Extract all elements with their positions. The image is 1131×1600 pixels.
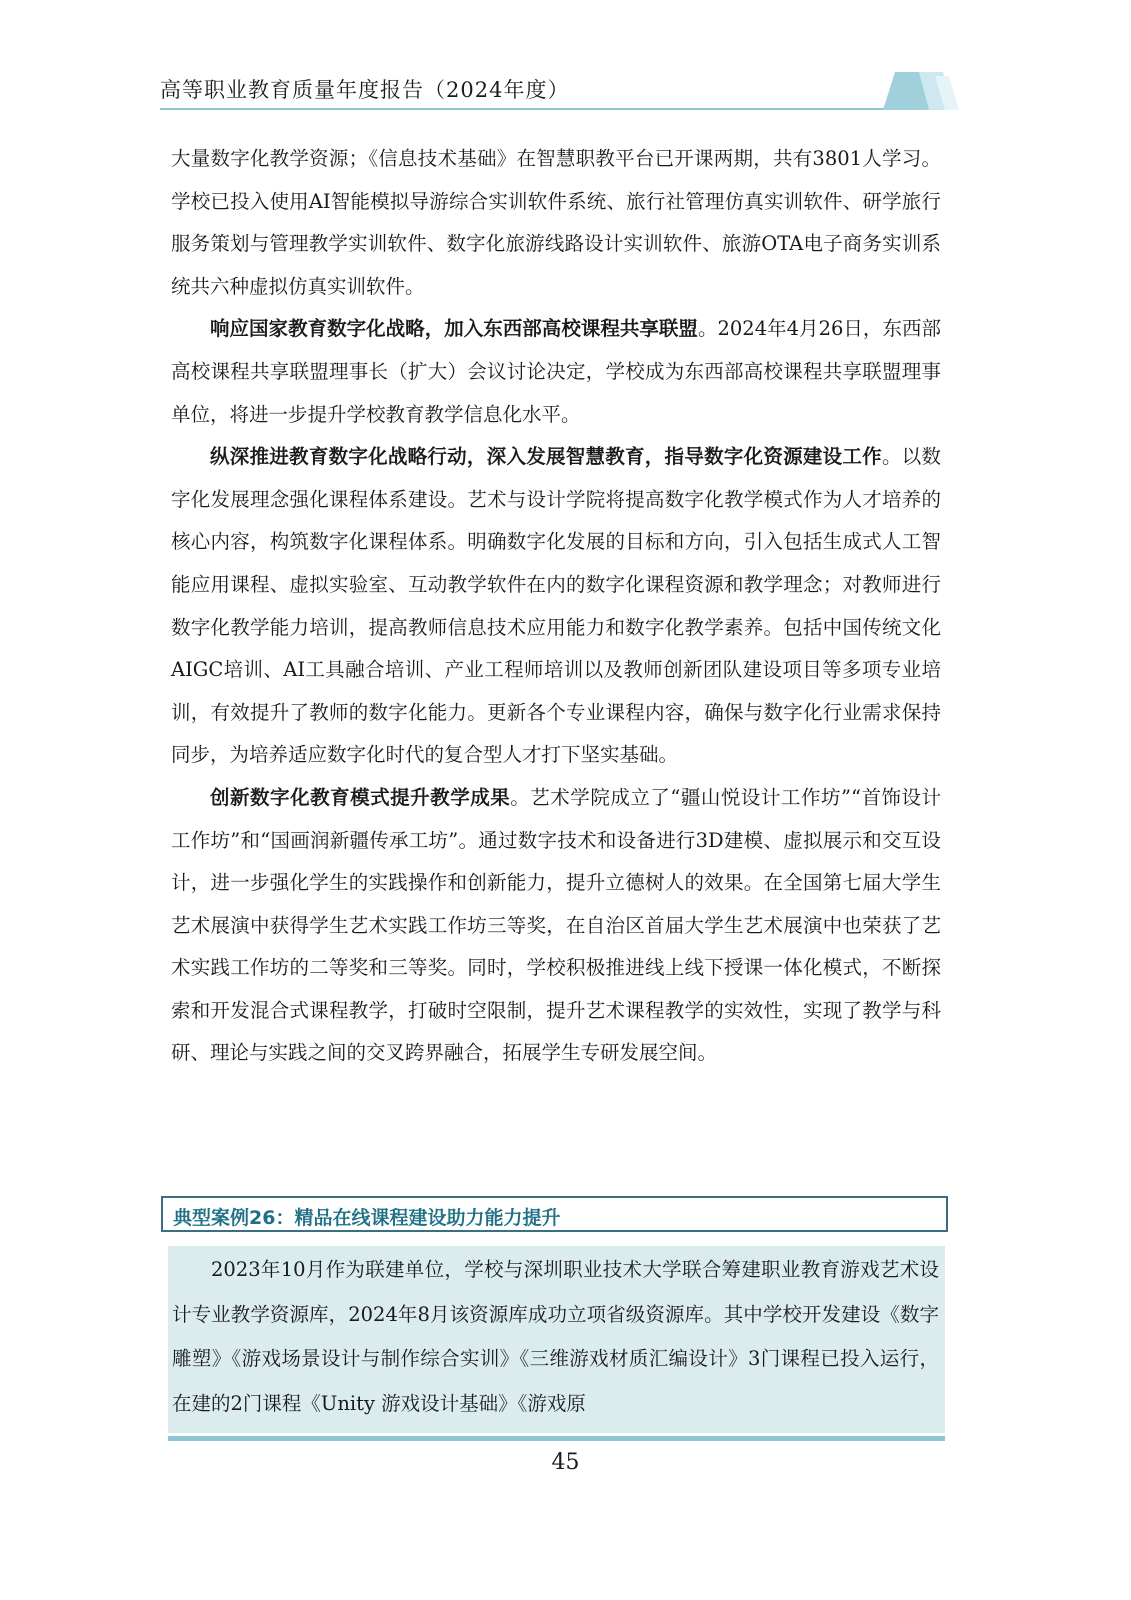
paragraph-4 [171, 777, 941, 1075]
header-rule [160, 108, 905, 110]
case-title: 典型案例26：精品在线课程建设助力能力提升 [173, 1207, 561, 1229]
paragraph-1-text: 大量数字化教学资源；《信息技术基础》在智慧职教平台已开课两期，共有3801人学习。学校已投入使用AI智能模拟导游综合实训软件系统、旅行社管理仿真实训软件、研学旅行服务策划与管理教学实训软件、数字化旅游线路设计实训软件、旅游OTA电子商务实训系统共六种虚拟仿真实训软件。 [171, 147, 941, 298]
footer-rule [168, 1436, 945, 1441]
paragraph-4-text: 。艺术学院成立了“疆山悦设计工作坊”“首饰设计工作坊”和“国画润新疆传承工坊”。通过数字技术和设备进行3D建模、虚拟展示和交互设计，进一步强化学生的实践操作和创新能力，提升立德树人的效果。在全国第七届大学生艺术展演中获得学生艺术实践工作坊三等奖，在自治区首届大学生艺术展演中也荣获了艺术实践工作坊的二等奖和三等奖。同时，学校积极推进线上线下授课一体化模式，不断探索和开发混合式课程教学，打破时空限制，提升艺术课程教学的实效性，实现了教学与科研、理论与实践之间的交叉跨界融合，拓展学生专研发展空间。 [171, 785, 941, 1065]
case-body-text: 2023年10月作为联建单位，学校与深圳职业技术大学联合筹建职业教育游戏艺术设计专业教学资源库，2024年8月该资源库成功立项省级资源库。其中学校开发建设《数字雕塑》《游戏场景设计与制作综合实训》《三维游戏材质汇编设计》3门课程已投入运行，在建的2门课程《Unity 游戏设计基础》《游戏原 [172, 1258, 939, 1415]
header-decoration-icon [883, 70, 970, 112]
page-number: 45 [551, 1450, 580, 1475]
paragraph-2-lead: 响应国家教育数字化战略，加入东西部高校课程共享联盟 [210, 317, 698, 341]
paragraph-3-text: 。以数字化发展理念强化课程体系建设。艺术与设计学院将提高数字化教学模式作为人才培养的核心内容，构筑数字化课程体系。明确数字化发展的目标和方向，引入包括生成式人工智能应用课程、虚拟实验室、互动教学软件在内的数字化课程资源和教学理念；对教师进行数字化教学能力培训，提高教师信息技术应用能力和数字化教学素养。包括中国传统文化AIGC培训、AI工具融合培训、产业工程师培训以及教师创新团队建设项目等多项专业培训，有效提升了教师的数字化能力。更新各个专业课程内容，确保与数字化行业需求保持同步，为培养适应数字化时代的复合型人才打下坚实基础。 [171, 445, 941, 767]
main-content [171, 138, 941, 1075]
paragraph-1 [171, 138, 941, 308]
paragraph-3 [171, 436, 941, 777]
paragraph-4-lead: 创新数字化教育模式提升教学成果 [210, 785, 511, 809]
case-title-box [161, 1196, 948, 1232]
paragraph-3-lead: 纵深推进教育数字化战略行动，深入发展智慧教育，指导数字化资源建设工作 [210, 445, 882, 469]
page-header [160, 70, 970, 112]
case-body-box [168, 1246, 945, 1433]
paragraph-2-text: 。2024年4月26日，东西部高校课程共享联盟理事长（扩大）会议讨论决定，学校成为东西部高校课程共享联盟理事单位，将进一步提升学校教育教学信息化水平。 [171, 317, 941, 426]
header-title: 高等职业教育质量年度报告（2024年度） [160, 78, 570, 102]
paragraph-2 [171, 308, 941, 436]
